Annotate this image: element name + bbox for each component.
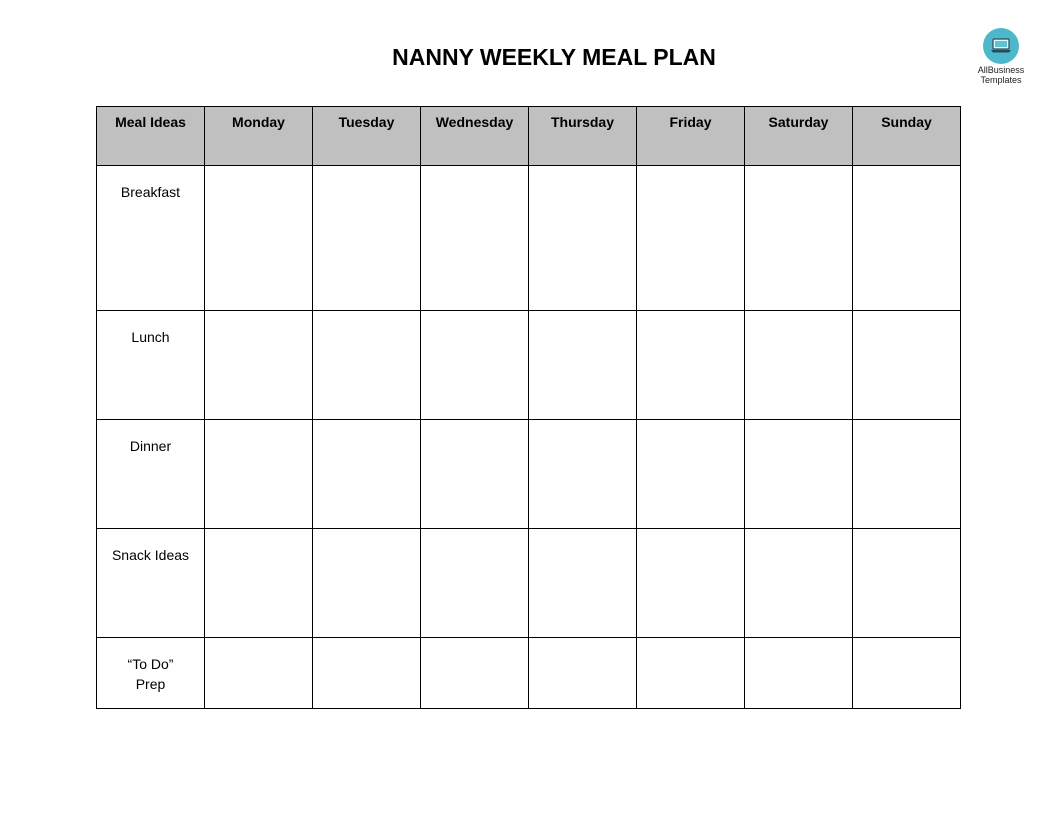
meal-cell[interactable]	[313, 638, 421, 709]
meal-cell[interactable]	[421, 638, 529, 709]
meal-cell[interactable]	[853, 420, 961, 529]
table-row-lunch	[97, 311, 961, 420]
meal-cell[interactable]	[421, 529, 529, 638]
meal-cell[interactable]	[853, 529, 961, 638]
meal-cell[interactable]	[529, 529, 637, 638]
meal-cell[interactable]	[205, 638, 313, 709]
row-label-dinner: Dinner	[97, 420, 205, 529]
meal-cell[interactable]	[313, 529, 421, 638]
column-header-tuesday: Tuesday	[313, 107, 421, 166]
row-label-lunch: Lunch	[97, 311, 205, 420]
row-label-to-do-prep	[97, 638, 205, 709]
meal-cell[interactable]	[421, 166, 529, 311]
meal-cell[interactable]	[529, 420, 637, 529]
meal-cell[interactable]	[853, 638, 961, 709]
meal-cell[interactable]	[637, 638, 745, 709]
brand-name-line1: AllBusiness	[977, 65, 1025, 75]
meal-cell[interactable]	[853, 311, 961, 420]
meal-cell[interactable]	[529, 311, 637, 420]
meal-cell[interactable]	[205, 420, 313, 529]
meal-cell[interactable]	[421, 311, 529, 420]
meal-cell[interactable]	[637, 529, 745, 638]
page-title: NANNY WEEKLY MEAL PLAN	[392, 44, 716, 70]
meal-cell[interactable]	[205, 529, 313, 638]
column-header-thursday: Thursday	[529, 107, 637, 166]
table-row-snack-ideas	[97, 529, 961, 638]
meal-cell[interactable]	[421, 420, 529, 529]
meal-cell[interactable]	[529, 166, 637, 311]
meal-cell[interactable]	[637, 420, 745, 529]
brand-name-line2: Templates	[980, 75, 1022, 85]
row-label-to-do-line1: “To Do”	[127, 656, 174, 672]
column-header-wednesday: Wednesday	[421, 107, 529, 166]
column-header-monday: Monday	[205, 107, 313, 166]
column-header-sunday: Sunday	[853, 107, 961, 166]
meal-cell[interactable]	[313, 420, 421, 529]
meal-cell[interactable]	[745, 420, 853, 529]
row-label-snack-ideas: Snack Ideas	[97, 529, 205, 638]
meal-cell[interactable]	[637, 166, 745, 311]
column-header-friday: Friday	[637, 107, 745, 166]
meal-cell[interactable]	[745, 311, 853, 420]
meal-cell[interactable]	[637, 311, 745, 420]
meal-cell[interactable]	[205, 311, 313, 420]
meal-cell[interactable]	[745, 166, 853, 311]
column-header-saturday: Saturday	[745, 107, 853, 166]
table-header-row	[97, 107, 961, 166]
meal-cell[interactable]	[205, 166, 313, 311]
table-row-dinner	[97, 420, 961, 529]
meal-cell[interactable]	[745, 638, 853, 709]
meal-cell[interactable]	[745, 529, 853, 638]
meal-plan-table	[96, 106, 961, 709]
meal-cell[interactable]	[853, 166, 961, 311]
table-row-to-do-prep	[97, 638, 961, 709]
table-row-breakfast	[97, 166, 961, 311]
column-header-meal-ideas: Meal Ideas	[97, 107, 205, 166]
meal-cell[interactable]	[529, 638, 637, 709]
meal-cell[interactable]	[313, 311, 421, 420]
row-label-breakfast: Breakfast	[97, 166, 205, 311]
row-label-to-do-line2: Prep	[135, 676, 166, 692]
meal-cell[interactable]	[313, 166, 421, 311]
